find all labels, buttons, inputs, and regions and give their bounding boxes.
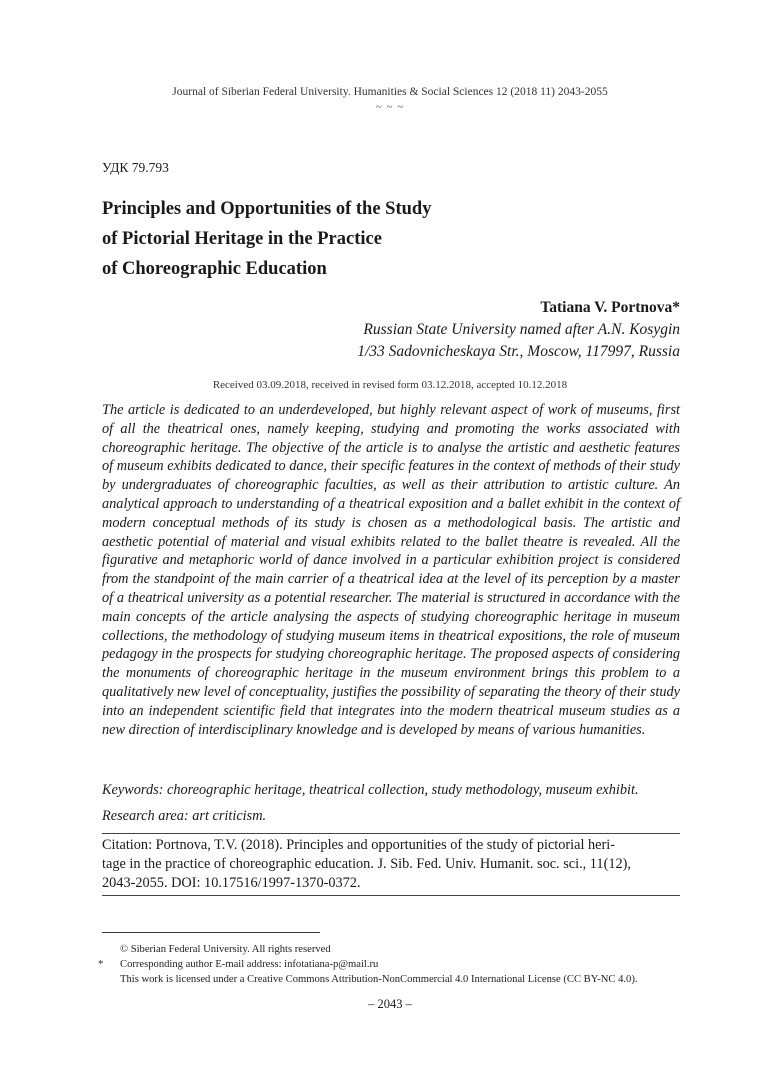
- author-name: Tatiana V. Portnova*: [540, 299, 680, 316]
- page-number: – 2043 –: [368, 997, 412, 1011]
- abstract: The article is dedicated to an underdeveloped, but highly relevant aspect of work of museums, first of all the theatrical ones, namely keeping, studying and promoting the works associated with choreographic heritage. The objective of the article is to analyse the artistic and aesthetic features of museum exhibits dedicated to dance, their specific features in the context of methods of their study by undergraduates of choreographic faculties, as well as their attribution to artistic culture. An analytical approach to understanding of a theatrical exposition and a ballet exhibit in the context of modern conceptual methods of its study is chosen as a methodological basis. The artistic and aesthetic potential of material and visual exhibits related to the ballet theatre is revealed. All the figurative and metaphoric world of dance involved in a particular exhibition project is considered from the standpoint of the main carrier of a theatrical idea at the level of its perception by a master of a theatrical university as a potential researcher. The material is structured in accordance with the main concepts of the article analysing the aspects of studying choreographic heritage in museum collections, the methodology of studying museum items in theatrical expositions, the role of museum pedagogy in the prospects for studying choreographic heritage. The proposed aspects of considering the monuments of choreographic heritage in the museum environment brings this problem to a qualitatively new level of conceptuality, justifies the possibility of separating the theory of their study into an independent scientific field that integrates into the modern theatrical museum studies as a new direction of interdisciplinary knowledge and is developed by means of various humanities.: [102, 402, 680, 738]
- journal-header: Journal of Siberian Federal University. Humanities & Social Sciences 12 (2018 11) 2043-2055: [172, 86, 608, 98]
- received-dates: Received 03.09.2018, received in revised form 03.12.2018, accepted 10.12.2018: [212, 379, 568, 391]
- footnote-rule: [102, 932, 320, 933]
- license-text: This work is licensed under a Creative Commons Attribution-NonCommercial 4.0 International License (CC BY-NC 4.0).: [120, 974, 638, 985]
- footnote-license: [94, 972, 638, 987]
- citation-line: Citation: Portnova, T.V. (2018). Principles and opportunities of the study of pictorial heri-: [102, 837, 616, 853]
- affiliation-line: Russian State University named after A.N. Kosygin: [363, 321, 680, 338]
- author-block: [357, 297, 680, 363]
- citation-top-rule: [102, 833, 680, 834]
- article-title: [102, 194, 522, 284]
- research-area: Research area: art criticism.: [102, 808, 267, 824]
- header-ornament: ~ ~ ~: [375, 101, 405, 113]
- title-line: of Choreographic Education: [102, 259, 327, 279]
- title-line: of Pictorial Heritage in the Practice: [102, 229, 382, 249]
- corresponding-email: Corresponding author E-mail address: infotatiana-p@mail.ru: [120, 959, 379, 970]
- footnote-star: *: [98, 959, 104, 970]
- citation-line: tage in the practice of choreographic education. J. Sib. Fed. Univ. Humanit. soc. sci., 11(12),: [102, 856, 631, 872]
- copyright-text: © Siberian Federal University. All rights reserved: [120, 944, 331, 955]
- keywords: Keywords: choreographic heritage, theatrical collection, study methodology, museum exhibit.: [102, 782, 639, 798]
- citation-bottom-rule: [102, 895, 680, 896]
- footnote-copyright: [94, 942, 638, 957]
- affiliation-address: 1/33 Sadovnicheskaya Str., Moscow, 117997, Russia: [357, 343, 680, 360]
- citation-line: 2043-2055. DOI: 10.17516/1997-1370-0372.: [102, 875, 361, 891]
- footnote-corresponding: [94, 957, 638, 972]
- footnotes: [94, 942, 638, 987]
- title-line: Principles and Opportunities of the Study: [102, 199, 432, 219]
- citation: [102, 836, 680, 893]
- udk-code: УДК 79.793: [102, 160, 169, 175]
